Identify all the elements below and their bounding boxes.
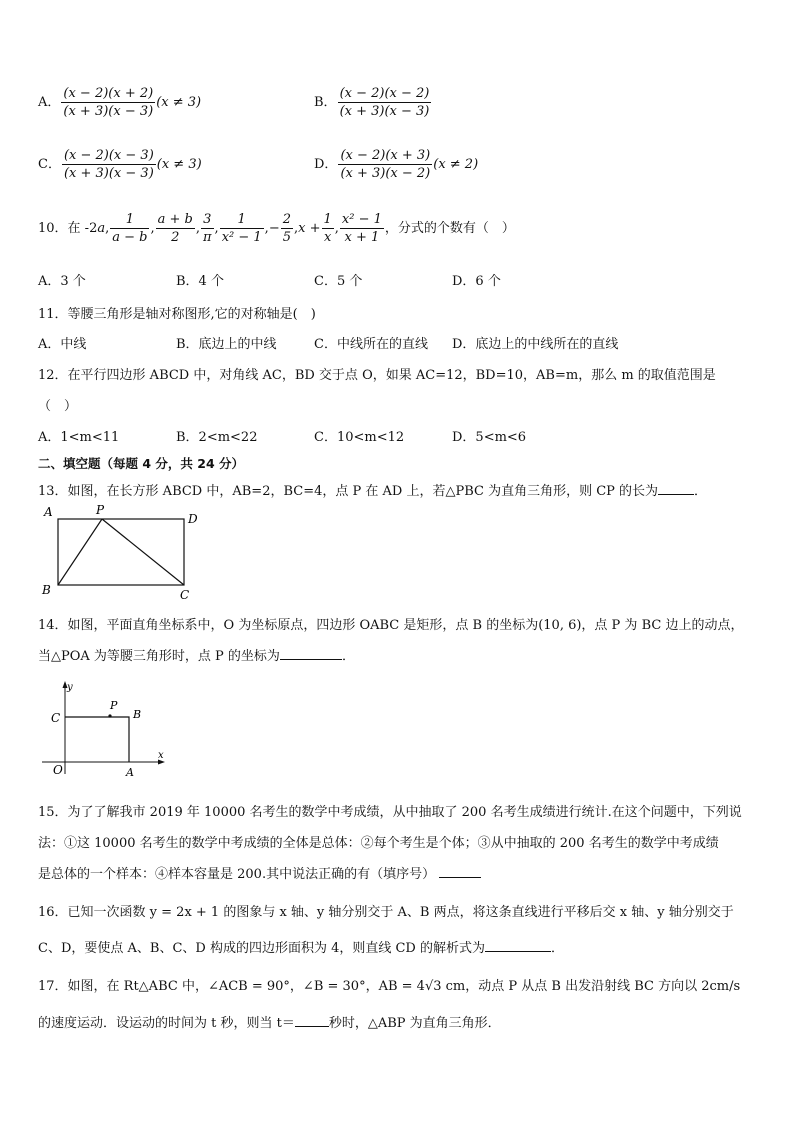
option-label: D． [314,157,338,172]
label-b: B [133,708,142,721]
q16-stem-line1: 16．已知一次函数 y = 2x + 1 的图象与 x 轴、y 轴分别交于 A、B 两点，将这条直线进行平移后交 x 轴、y 轴分别交于 [38,905,734,920]
q9-option-d [314,148,478,181]
rectangle-abcd [58,519,184,585]
condition: (x ≠ 3) [156,157,202,172]
point-p [108,714,111,717]
q11-option-c: C．中线所在的直线 [314,337,428,352]
label-p: P [110,699,118,712]
rectangle-oabc [65,717,129,762]
fraction: $\frac{(x - 2)(x - 2)}{(x + 3)(x - 3)}$ [339,86,430,119]
label-x: x [158,750,164,761]
label-c: C [180,588,190,600]
label-o: O [53,763,63,777]
q11-option-b: B．底边上的中线 [176,337,277,352]
q10-option-a: A．3 个 [38,274,86,289]
option-label: A． [38,95,61,110]
q12-option-a: A．1<m<11 [38,430,120,445]
label-y: y [67,682,73,693]
fraction: $\frac{(x - 2)(x + 3)}{(x + 3)(x - 2)}$ [340,148,431,181]
label-b: B [42,583,51,597]
fraction: $\frac{1}{x}$ [323,212,332,245]
q9-option-b [314,86,432,119]
q15-stem-line2: 法：①这 10000 名考生的数学中考成绩的全体是总体：②每个考生是个体；③从中抽取的 200 名考生的数学中考成绩 [38,836,719,851]
fraction: $\frac{(x - 2)(x + 2)}{(x + 3)(x - 3)}$ [63,86,154,119]
q10-option-c: C．5 个 [314,274,363,289]
q12-option-c: C．10<m<12 [314,430,405,445]
segment-pb [58,519,102,585]
answer-blank [280,647,342,660]
q11-option-a: A．中线 [38,337,87,352]
section-title: 二、填空题（每题 4 分，共 24 分） [38,456,245,471]
q17-stem-line2: 的速度运动．设运动的时间为 t 秒，则当 t＝ 秒时，△ABP 为直角三角形． [38,1016,501,1031]
label-d: D [188,512,198,526]
q15-stem-line1: 15．为了了解我市 2019 年 10000 名考生的数学中考成绩，从中抽取了 200 名考生成绩进行统计.在这个问题中，下列说 [38,805,742,820]
option-label: B． [314,95,337,110]
fraction: $\frac{(x - 2)(x - 3)}{(x + 3)(x - 3)}$ [63,148,154,181]
label-a: A [44,505,53,519]
q12-stem: 12．在平行四边形 ABCD 中，对角线 AC，BD 交于点 O，如果 AC=12，BD=10，AB=m，那么 m 的取值范围是 [38,368,716,383]
fraction: $\frac{1}{a - b}$ [112,212,148,245]
q16-stem-line2: C、D，要使点 A、B、C、D 构成的四边形面积为 4，则直线 CD 的解析式为 ． [38,941,564,956]
fraction: $\frac{2}{5}$ [282,212,291,245]
q10-option-d: D．6 个 [452,274,501,289]
q10-option-b: B．4 个 [176,274,224,289]
q13-stem: 13．如图，在长方形 ABCD 中，AB=2，BC=4，点 P 在 AD 上，若△PBC 为直角三角形，则 CP 的长为 ． [38,484,708,499]
q9-option-c [38,148,202,181]
q9-option-a [38,86,201,119]
label-p: P [96,503,105,517]
fraction: $\frac{a + b}{2}$ [157,212,193,245]
q11-option-d: D．底边上的中线所在的直线 [452,337,619,352]
label-a: A [126,766,134,779]
answer-blank [295,1014,329,1027]
answer-blank [439,865,481,878]
condition: (x ≠ 3) [156,95,202,110]
q12-option-b: B．2<m<22 [176,430,258,445]
answer-blank [658,482,694,495]
answer-blank [485,939,551,952]
q12-paren: （ ） [38,399,78,414]
fraction: $\frac{1}{\text{x² − 1}}$ [221,212,262,245]
segment-pc [102,519,184,585]
q13-figure [36,500,206,600]
q14-figure [38,678,170,780]
fraction: $\frac{\text{x² − 1}}{x + 1}$ [341,212,382,245]
fraction: $\frac{3}{\pi}$ [203,212,212,245]
label-c: C [51,711,61,725]
condition: (x ≠ 2) [433,157,479,172]
q14-stem-line2: 当△POA 为等腰三角形时，点 P 的坐标为 ． [38,649,355,664]
option-label: C． [38,157,61,172]
q15-stem-line3: 是总体的一个样本：④样本容量是 200.其中说法正确的有（填序号） [38,863,481,882]
q17-stem-line1: 17．如图，在 Rt△ABC 中，∠ACB = 90°，∠B = 30°，AB = 4√3 cm，动点 P 从点 B 出发沿射线 BC 方向以 2cm/s [38,979,741,994]
q12-option-d: D．5<m<6 [452,430,527,445]
q11-stem: 11．等腰三角形是轴对称图形,它的对称轴是( ) [38,307,316,322]
q14-stem-line1: 14．如图，平面直角坐标系中，O 为坐标原点，四边形 OABC 是矩形，点 B 的坐标为(10, 6)，点 P 为 BC 边上的动点， [38,618,744,633]
q10-stem: 10．在 -2a, $\frac{1}{a - b}$ , $\frac{a + b}{2}$ , $\frac{3}{\pi}$ , $\frac{1}{\text{x² − 1}}$ ,− $\frac{2}{5}$ ,x + $\frac{1}{x}$ , $\frac{\text{x² − 1}}{x + 1}$ ，分式的个数有（ ） [38,212,515,245]
